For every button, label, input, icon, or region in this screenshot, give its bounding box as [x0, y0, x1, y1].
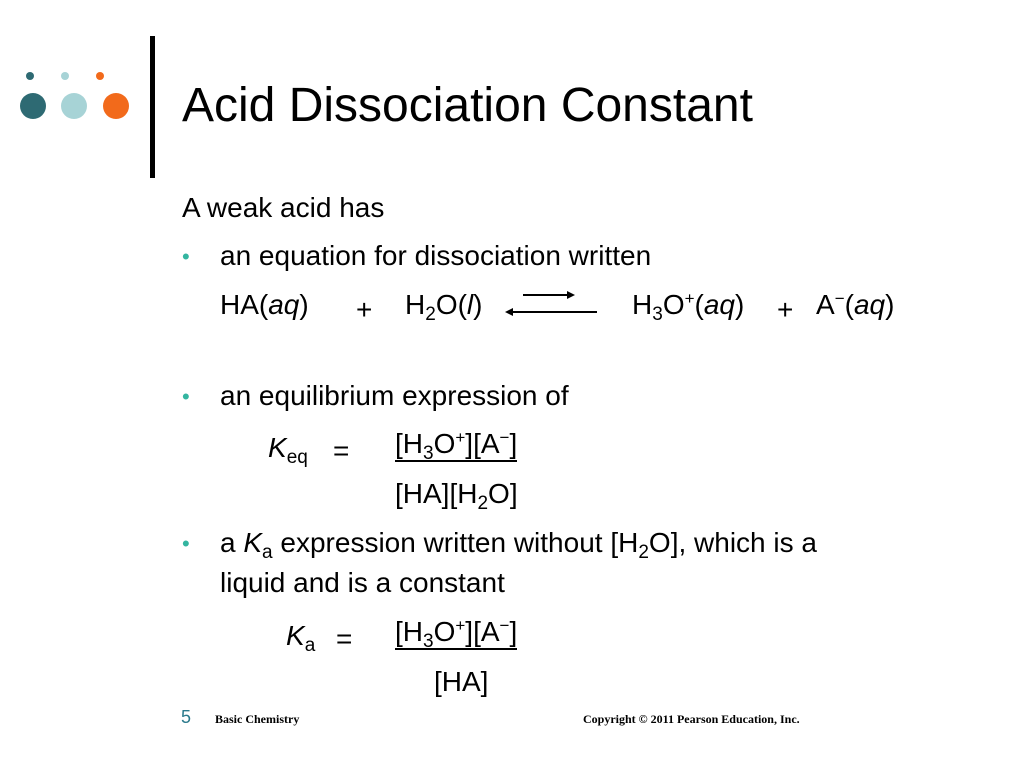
ka-symbol: $K_a$: [286, 620, 316, 656]
equation-product-hydronium: $H_3O^+(aq)$: [632, 289, 745, 325]
footer-course-title: Basic Chemistry: [215, 712, 300, 726]
equation-product-anion: A−(aq): [816, 289, 895, 320]
ka-numerator: $[H_3O^+][A^-]$: [395, 616, 518, 652]
ka-denominator: [HA]: [434, 666, 489, 697]
bullet-3-text-line2: liquid and is a constant: [220, 567, 505, 598]
equation-plus-2: +: [777, 294, 794, 325]
bullet-2-text: an equilibrium expression of: [220, 380, 569, 411]
decor-dot-small-1: [26, 72, 34, 80]
decor-dot-large-3: [103, 93, 129, 119]
slide-title: Acid Dissociation Constant: [182, 79, 753, 132]
equilibrium-arrows-icon: [505, 288, 600, 318]
footer-copyright: Copyright © 2011 Pearson Education, Inc.: [583, 712, 800, 726]
ka-equals: =: [336, 623, 353, 654]
decor-dot-large-2: [61, 93, 87, 119]
keq-denominator: $[HA][H_2O]$: [395, 478, 518, 514]
equation-plus-1: +: [356, 294, 373, 325]
equation-reactant-water: $H_2O(l)$: [405, 289, 483, 325]
decor-dot-small-3: [96, 72, 104, 80]
keq-numerator: $[H_3O^+][A^-]$: [395, 428, 518, 464]
bullet-1-text: an equation for dissociation written: [220, 240, 652, 271]
bullet-3-text: a $K_a$ expression written without $[H_2O]$, which is a: [220, 527, 817, 563]
intro-text: A weak acid has: [182, 192, 385, 223]
bullet-marker-2: •: [182, 384, 190, 409]
bullet-marker-3: •: [182, 531, 190, 556]
keq-equals: =: [333, 435, 350, 466]
page-number: 5: [181, 707, 192, 727]
decor-dot-small-2: [61, 72, 69, 80]
decor-dot-large-1: [20, 93, 46, 119]
title-divider: [150, 36, 155, 178]
bullet-marker-1: •: [182, 244, 190, 269]
equation-reactant-ha: HA(aq): [220, 289, 309, 320]
keq-symbol: $K_{eq}$: [268, 432, 308, 468]
